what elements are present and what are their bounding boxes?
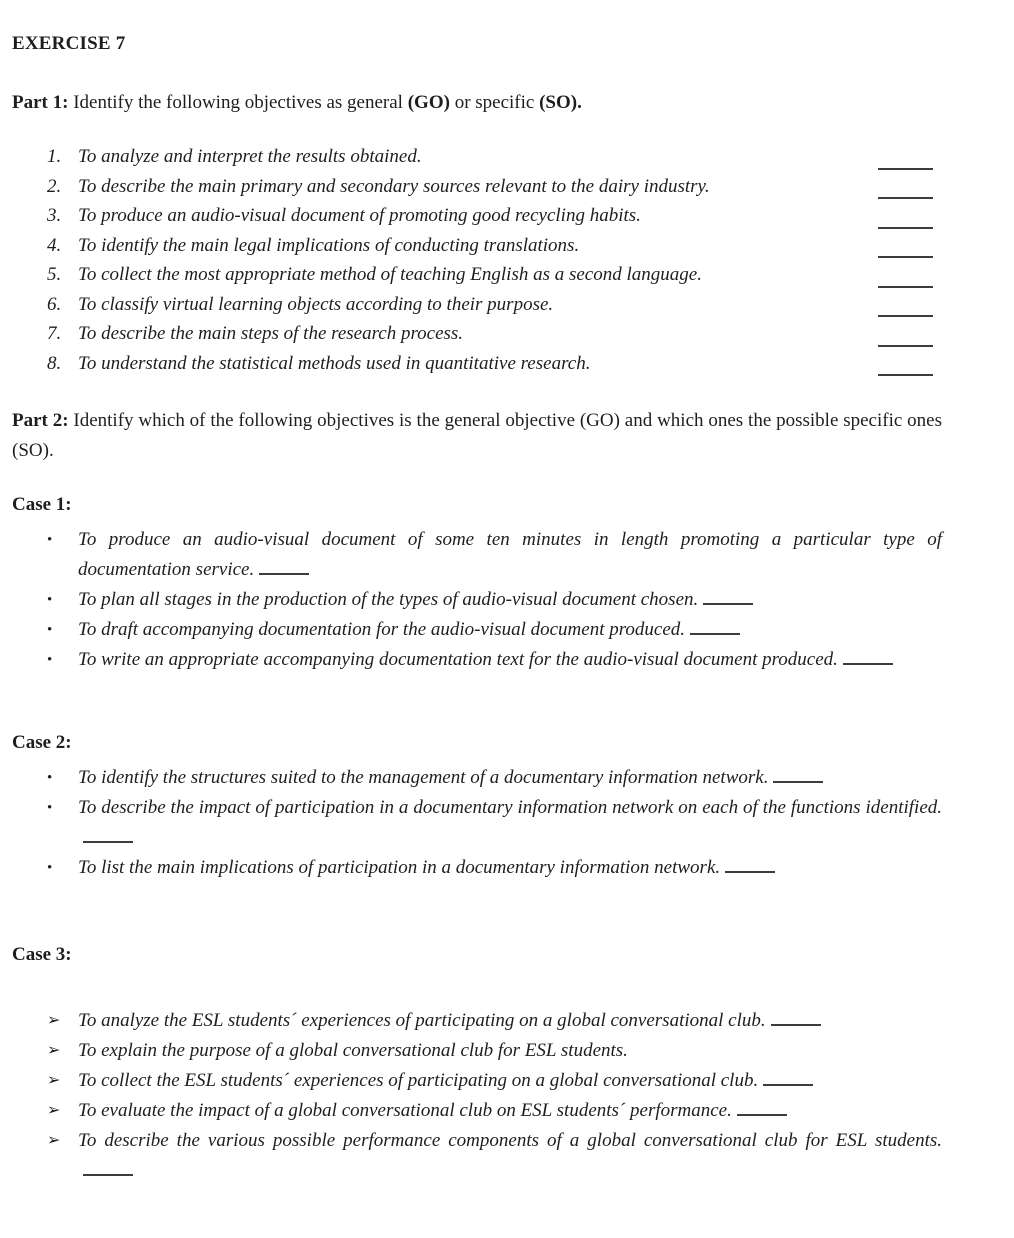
bullet-icon: • [47,592,53,608]
answer-blank [878,345,933,347]
list-item [47,176,942,206]
answer-blank [878,227,933,229]
objective-text: To identify the structures suited to the management of a documentary information network. [78,763,942,793]
answer-blank [690,633,740,635]
answer-blank [725,871,775,873]
bullet-icon: • [47,652,53,668]
answer-blank [773,781,823,783]
objective-text: To produce an audio-visual document of some ten minutes in length promoting a particular type of documentation service. [78,529,942,580]
answer-blank [83,841,133,843]
list-item [47,264,942,294]
case1-heading: Case 1: [12,494,72,515]
list-item [47,853,942,883]
list-item [47,1066,942,1096]
list-item [47,1006,942,1036]
answer-blank [763,1084,813,1086]
part1-instruction-mid: or specific [449,92,540,113]
list-item [47,525,942,585]
part1-instruction [12,91,942,115]
item-number: 1. [47,146,62,167]
answer-blank [878,315,933,317]
list-item [47,294,942,324]
answer-blank [878,256,933,258]
answer-blank [878,197,933,199]
bullet-icon: • [47,800,53,816]
case3-section [12,944,942,1186]
objective-text: To describe the impact of participation in a documentary information network on each of the functions identified. [78,793,942,853]
exercise-title: EXERCISE 7 [12,33,126,54]
case3-heading: Case 3: [12,944,72,965]
objective-text: To list the main implications of participation in a documentary information network. [78,853,942,883]
case2-objective-list [47,763,942,883]
arrow-bullet-icon: ➢ [47,1072,61,1089]
part1-instruction-pre: Identify the following objectives as general [68,92,408,113]
list-item [47,205,942,235]
arrow-bullet-icon: ➢ [47,1042,61,1059]
arrow-bullet-icon: ➢ [47,1102,61,1119]
list-item [47,793,942,853]
answer-blank [843,663,893,665]
answer-blank [878,374,933,376]
objective-text: To analyze the ESL students´ experiences of participating on a global conversational club. [78,1006,942,1036]
item-number: 7. [47,323,62,344]
list-item [47,1126,942,1186]
objective-text: To plan all stages in the production of the types of audio-visual document chosen. [78,585,942,615]
list-item [47,615,942,645]
bullet-icon: • [47,532,53,548]
arrow-bullet-icon: ➢ [47,1132,61,1149]
answer-blank [703,603,753,605]
objective-text: To understand the statistical methods used in quantitative research. [78,352,591,374]
part2-label: Part 2: [12,410,69,431]
case3-objective-list [47,1006,942,1186]
answer-blank [259,573,309,575]
objective-text: To explain the purpose of a global conversational club for ESL students. [78,1040,628,1061]
objective-text: To classify virtual learning objects according to their purpose. [78,293,554,315]
arrow-bullet-icon: ➢ [47,1012,61,1029]
list-item [47,763,942,793]
list-item [47,146,942,176]
part2-instruction [12,406,942,466]
bullet-icon: • [47,622,53,638]
list-item [47,1096,942,1126]
item-number: 2. [47,175,62,197]
part2-instruction-text: Identify which of the following objectives is the general objective (GO) and which ones the possible specific ones (SO). [12,410,942,461]
answer-blank [878,286,933,288]
objective-text: To evaluate the impact of a global conversational club on ESL students´ performance. [78,1096,942,1126]
case2-section [12,732,942,883]
list-item [47,353,942,383]
bullet-icon: • [47,860,53,876]
objective-text: To describe the main primary and secondary sources relevant to the dairy industry. [78,175,710,197]
case2-heading: Case 2: [12,732,72,753]
objective-text: To analyze and interpret the results obtained. [78,146,422,167]
objective-text: To produce an audio-visual document of promoting good recycling habits. [78,205,641,226]
item-number: 8. [47,352,62,374]
list-item [47,323,942,353]
item-number: 4. [47,234,62,256]
objective-text: To draft accompanying documentation for the audio-visual document produced. [78,615,942,645]
part1-objective-list [47,146,942,382]
case1-objective-list [47,525,942,675]
part1-label: Part 1: [12,92,69,113]
objective-text: To identify the main legal implications of conducting translations. [78,234,580,256]
answer-blank [83,1174,133,1176]
bullet-icon: • [47,770,53,786]
answer-blank [878,168,933,170]
answer-blank [737,1114,787,1116]
objective-text: To write an appropriate accompanying documentation text for the audio-visual document produced. [78,645,942,675]
list-item [47,235,942,265]
part1-so-abbrev: (SO). [539,92,582,113]
objective-text: To describe the various possible performance components of a global conversational club for ESL students. [78,1126,942,1186]
item-number: 3. [47,205,62,226]
list-item [47,645,942,675]
list-item [47,585,942,615]
answer-blank [771,1024,821,1026]
item-number: 5. [47,264,62,285]
part1-go-abbrev: (GO) [407,92,450,113]
list-item [47,1036,942,1066]
objective-text: To describe the main steps of the research process. [78,323,464,344]
objective-text: To collect the ESL students´ experiences of participating on a global conversational club. [78,1066,942,1096]
objective-text: To collect the most appropriate method of teaching English as a second language. [78,264,702,285]
item-number: 6. [47,293,62,315]
case1-section [12,494,942,675]
